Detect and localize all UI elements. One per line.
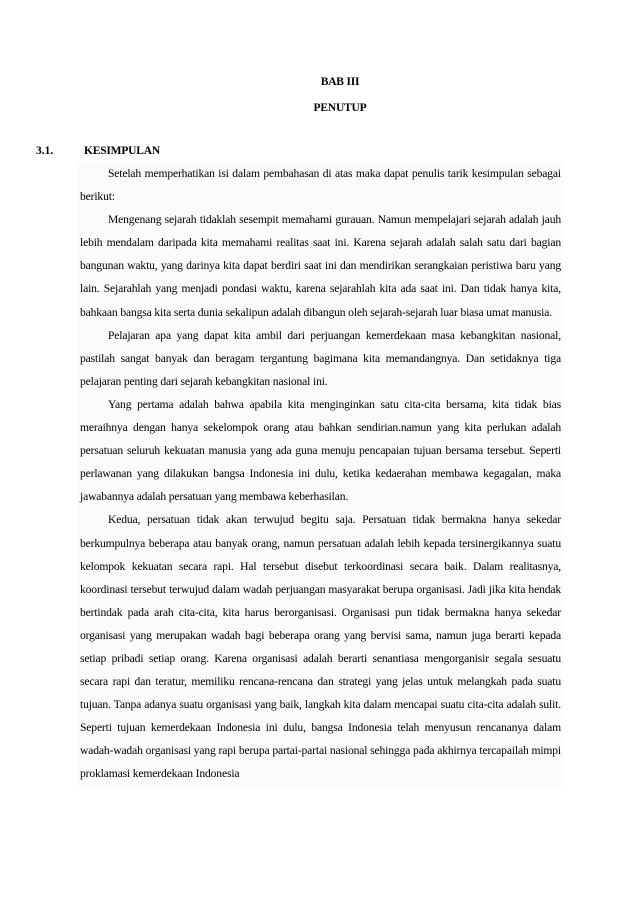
chapter-title-label: PENUTUP (313, 102, 367, 114)
body-text (78, 162, 563, 786)
paragraph-lessons: Pelajaran apa yang dapat kita ambil dari perjuangan kemerdekaan masa kebangkitan nasional, pastilah sangat banyak dan beragam tergantung bagimana kita memandangnya. Dan setidaknya tiga pelajaran penting dari sejarah kebangkitan nasional ini. (78, 324, 563, 393)
paragraph-intro: Setelah memperhatikan isi dalam pembahasan di atas maka dapat penulis tarik kesimpulan sebagai berikut: (78, 162, 563, 208)
chapter-label: BAB III (320, 76, 360, 88)
section-title: KESIMPULAN (84, 145, 160, 157)
paragraph-second-lesson: Kedua, persatuan tidak akan terwujud begitu saja. Persatuan tidak bermakna hanya sekedar berkumpulnya beberapa atau banyak orang, namun persatuan adalah lebih kepada tersinergikannya suatu kelompok kekuatan secara rapi. Hal tersebut disebut terkoordinasi secara baik. Dalam realitasnya, koordinasi tersebut terwujud dalam wadah perjuangan masyarakat berupa organisasi. Jadi jika kita hendak bertindak pada arah cita-cita, kita harus berorganisasi. Organisasi pun tidak bermakna hanya sekedar organisasi yang merupakan wadah bagi beberapa orang yang bervisi sama, namun juga berarti kepada setiap pribadi setiap orang. Karena organisasi adalah berarti senantiasa mengorganisir segala sesuatu secara rapi dan teratur, memiliku rencana-rencana dan strategi yang jelas untuk melangkah pada suatu tujuan. Tanpa adanya suatu organisasi yang baik, langkah kita dalam mencapai suatu cita-cita adalah sulit. Seperti tujuan kemerdekaan Indonesia ini dulu, bangsa Indonesia telah menyusun rencananya dalam wadah-wadah organisasi yang rapi berupa partai-partai nasional sehingga pada akhirnya tercapailah mimpi proklamasi kemerdekaan Indonesia (78, 508, 563, 785)
paragraph-history: Mengenang sejarah tidaklah sesempit memahami gurauan. Namun mempelajari sejarah adalah jauh lebih mendalam daripada kita memahami realitas saat ini. Karena sejarah adalah salah satu dari bagian bangunan waktu, yang darinya kita dapat berdiri saat ini dan mendirikan serangkaian peristiwa baru yang lain. Sejarahlah yang menjadi pondasi waktu, karena sejarahlah kita ada saat ini. Dan tidak hanya kita, bahkaan bangsa kita serta dunia sekalipun adalah dibangun oleh sejarah-sejarah luar biasa umat manusia. (78, 208, 563, 323)
paragraph-first-lesson: Yang pertama adalah bahwa apabila kita menginginkan satu cita-cita bersama, kita tidak bias meraihnya dengan hanya sekelompok orang atau bahkan sendirian.namun yang kita perlukan adalah persatuan seluruh kekuatan manusia yang ada guna menuju pencapaian tujuan bersama tersebut. Seperti perlawanan yang dilakukan bangsa Indonesia ini dulu, ketika kedaerahan membawa kegagalan, maka jawabannya adalah persatuan yang membawa keberhasilan. (78, 393, 563, 508)
section-number: 3.1. (36, 145, 54, 157)
